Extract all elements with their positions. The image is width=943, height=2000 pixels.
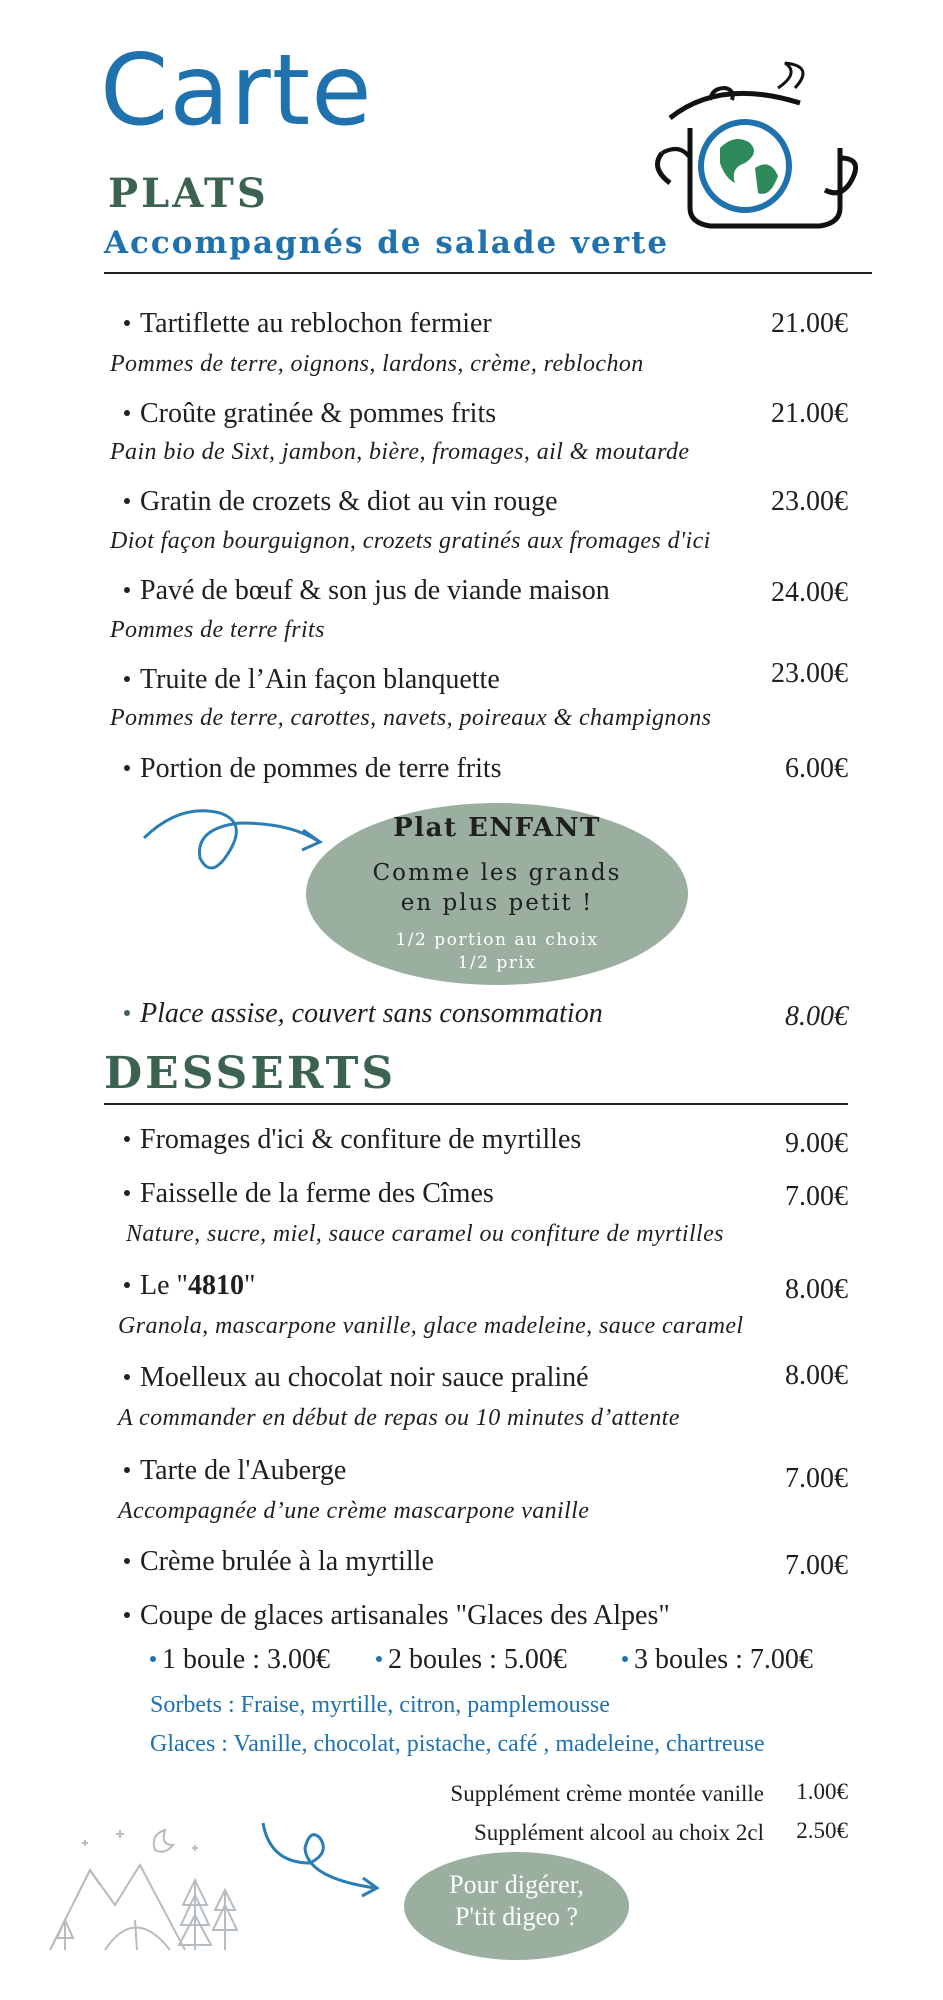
plats-heading: PLATS (108, 170, 269, 217)
page-title: Carte (100, 34, 373, 148)
plat-desc: Pommes de terre, oignons, lardons, crème, reblochon (110, 351, 644, 377)
plat-desc: Pommes de terre frits (110, 617, 325, 643)
digestif-line: Pour digérer, (449, 1870, 584, 1899)
plat-item: Gratin de crozets & diot au vin rouge (120, 488, 558, 516)
supplement-label: Supplément alcool au choix 2cl (474, 1820, 764, 1845)
boule-option: 1 boule : 3.00€ (146, 1646, 330, 1674)
dessert-item: Crème brulée à la myrtille (120, 1548, 434, 1576)
dessert-desc: A commander en début de repas ou 10 minutes d’attente (118, 1405, 680, 1431)
boule-option: 2 boules : 5.00€ (372, 1646, 567, 1674)
plat-item: Tartiflette au reblochon fermier (120, 310, 492, 338)
plat-item: Portion de pommes de terre frits (120, 755, 502, 783)
plat-item: Croûte gratinée & pommes frits (120, 400, 496, 428)
plat-desc: Pain bio de Sixt, jambon, bière, fromages, ail & moutarde (110, 439, 690, 465)
glaces-list: Glaces : Vanille, chocolat, pistache, café , madeleine, chartreuse (150, 1731, 765, 1757)
desserts-heading: DESSERTS (104, 1048, 397, 1099)
pot-globe-icon (650, 58, 865, 233)
enfant-note: 1/2 prix (457, 953, 537, 973)
plat-price: 23.00€ (771, 486, 848, 517)
dessert-price: 7.00€ (785, 1550, 848, 1581)
supplement-price: 2.50€ (796, 1818, 848, 1843)
plat-price: 23.00€ (771, 658, 848, 689)
dessert-item: Tarte de l'Auberge (120, 1457, 346, 1485)
dessert-item: Le "4810" (120, 1272, 255, 1300)
enfant-line: Comme les grands (372, 860, 622, 886)
dessert-price: 8.00€ (785, 1274, 848, 1305)
plat-desc: Diot façon bourguignon, crozets gratinés aux fromages d'ici (110, 528, 711, 554)
plat-price: 6.00€ (785, 753, 848, 784)
dessert-desc: Granola, mascarpone vanille, glace madeleine, sauce caramel (118, 1313, 744, 1339)
dessert-item: Faisselle de la ferme des Cîmes (120, 1180, 494, 1208)
supplement-price: 1.00€ (796, 1779, 848, 1804)
plat-item: Pavé de bœuf & son jus de viande maison (120, 577, 610, 605)
desserts-divider (104, 1103, 848, 1105)
dessert-price: 7.00€ (785, 1463, 848, 1494)
dessert-item: Coupe de glaces artisanales "Glaces des Alpes" (120, 1602, 670, 1630)
plat-price: 21.00€ (771, 308, 848, 339)
enfant-line: en plus petit ! (400, 890, 594, 916)
enfant-note: 1/2 portion au choix (395, 930, 599, 950)
camping-illustration-icon (45, 1810, 245, 1960)
dessert-price: 8.00€ (785, 1360, 848, 1391)
dessert-price: 7.00€ (785, 1181, 848, 1212)
digestif-line: P'tit digeo ? (454, 1902, 579, 1931)
enfant-title: Plat ENFANT (393, 813, 601, 843)
plats-subheading: Accompagnés de salade verte (104, 225, 670, 261)
dessert-desc: Accompagnée d’une crème mascarpone vanille (118, 1498, 590, 1524)
dessert-item: Moelleux au chocolat noir sauce praliné (120, 1364, 589, 1392)
place-item: Place assise, couvert sans consommation (120, 1000, 603, 1028)
plat-price: 24.00€ (771, 577, 848, 608)
supplement-label: Supplément crème montée vanille (450, 1781, 764, 1806)
plats-divider (104, 272, 872, 274)
plat-desc: Pommes de terre, carottes, navets, poireaux & champignons (110, 705, 712, 731)
dessert-price: 9.00€ (785, 1128, 848, 1159)
place-price: 8.00€ (785, 1001, 848, 1032)
sorbets-list: Sorbets : Fraise, myrtille, citron, pamplemousse (150, 1692, 610, 1718)
boule-option: 3 boules : 7.00€ (618, 1646, 813, 1674)
plat-item: Truite de l’Ain façon blanquette (120, 666, 500, 694)
arrow-icon (255, 1818, 385, 1898)
dessert-item: Fromages d'ici & confiture de myrtilles (120, 1126, 581, 1154)
arrow-icon (140, 798, 325, 883)
plat-price: 21.00€ (771, 398, 848, 429)
dessert-desc: Nature, sucre, miel, sauce caramel ou confiture de myrtilles (126, 1221, 724, 1247)
